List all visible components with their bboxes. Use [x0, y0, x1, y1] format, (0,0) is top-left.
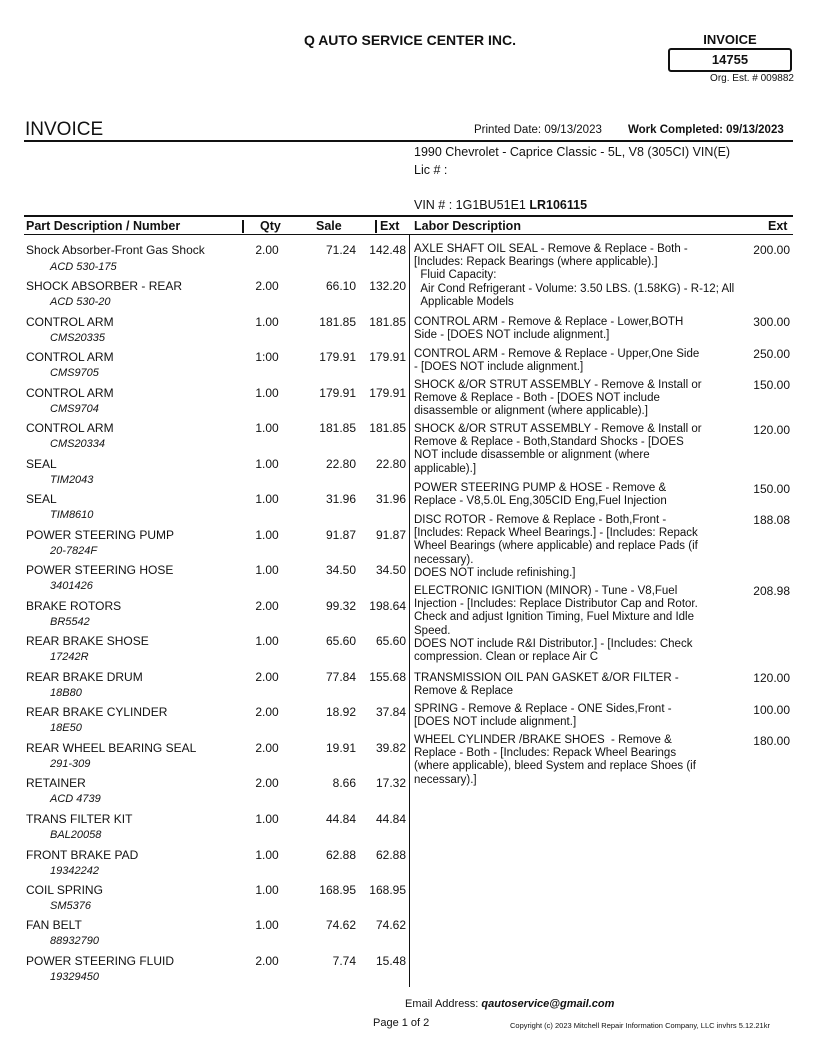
part-number: CMS20335	[50, 332, 106, 344]
labor-ext: 180.00	[753, 734, 790, 748]
part-name: SHOCK ABSORBER - REAR	[26, 279, 183, 293]
labor-description: POWER STEERING PUMP & HOSE - Remove & Replace - V8,5.0L Eng,305CID Eng,Fuel Injection	[414, 482, 667, 508]
part-number: CMS9704	[50, 403, 99, 415]
labor-description: SPRING - Remove & Replace - ONE Sides,Front - [DOES NOT include alignment.]	[414, 703, 672, 729]
part-sale: 181.85	[319, 315, 356, 329]
part-number: 17242R	[50, 651, 89, 663]
part-ext: 74.62	[375, 918, 406, 932]
part-sale: 71.24	[325, 243, 356, 257]
part-name: BRAKE ROTORS	[26, 599, 122, 613]
part-qty: 2.00	[255, 243, 279, 257]
part-ext: 142.48	[369, 243, 406, 257]
labor-description: CONTROL ARM - Remove & Replace - Lower,BOTH Side - [DOES NOT include alignment.]	[414, 316, 684, 342]
col-sale: Sale	[316, 219, 342, 233]
part-ext: 31.96	[375, 492, 406, 506]
vehicle-description: 1990 Chevrolet - Caprice Classic - 5L, V8 (305CI) VIN(E)	[414, 145, 731, 159]
part-qty: 1.00	[255, 421, 279, 435]
labor-ext: 120.00	[753, 423, 790, 437]
vin-label: VIN # : 1G1BU51E1	[414, 198, 530, 212]
divider	[24, 140, 793, 142]
part-ext: 17.32	[375, 776, 406, 790]
part-name: FAN BELT	[26, 918, 82, 932]
part-name: CONTROL ARM	[26, 315, 114, 329]
part-name: REAR BRAKE CYLINDER	[26, 705, 168, 719]
col-part-description: Part Description / Number	[26, 219, 181, 233]
invoice-label: INVOICE	[703, 32, 757, 47]
part-sale: 65.60	[325, 634, 356, 648]
part-ext: 65.60	[375, 634, 406, 648]
column-divider	[242, 220, 244, 233]
part-qty: 1.00	[255, 634, 279, 648]
email-label: Email Address:	[405, 998, 482, 1010]
part-number: ACD 4739	[50, 793, 101, 805]
col-ext: Ext	[380, 219, 400, 233]
labor-ext: 250.00	[753, 347, 790, 361]
labor-description: WHEEL CYLINDER /BRAKE SHOES - Remove & Replace - Both - [Includes: Repack Wheel Bearings (where applicable), bleed System and replace Shoes (if necessary).]	[414, 734, 696, 786]
part-ext: 22.80	[375, 457, 406, 471]
part-qty: 1.00	[255, 457, 279, 471]
part-qty: 1.00	[255, 848, 279, 862]
part-sale: 19.91	[325, 741, 356, 755]
part-number: CMS20334	[50, 438, 106, 450]
part-number: CMS9705	[50, 367, 99, 379]
part-name: TRANS FILTER KIT	[26, 812, 133, 826]
part-sale: 31.96	[325, 492, 356, 506]
part-sale: 179.91	[319, 350, 356, 364]
part-qty: 1.00	[255, 492, 279, 506]
part-sale: 18.92	[325, 705, 356, 719]
part-sale: 91.87	[325, 528, 356, 542]
column-divider	[375, 220, 377, 233]
part-number: ACD 530-175	[50, 261, 117, 273]
part-sale: 44.84	[325, 812, 356, 826]
part-qty: 1:00	[255, 350, 279, 364]
part-ext: 39.82	[375, 741, 406, 755]
labor-ext: 200.00	[753, 243, 790, 257]
part-sale: 99.32	[325, 599, 356, 613]
part-qty: 2.00	[255, 279, 279, 293]
part-name: FRONT BRAKE PAD	[26, 848, 139, 862]
part-ext: 155.68	[369, 670, 406, 684]
part-name: POWER STEERING HOSE	[26, 563, 174, 577]
part-sale: 179.91	[319, 386, 356, 400]
part-qty: 2.00	[255, 599, 279, 613]
part-qty: 2.00	[255, 954, 279, 968]
part-number: 18B80	[50, 687, 82, 699]
part-name: SEAL	[26, 492, 57, 506]
part-sale: 77.84	[325, 670, 356, 684]
part-name: REAR BRAKE DRUM	[26, 670, 143, 684]
labor-ext: 208.98	[753, 584, 790, 598]
invoice-number-box: 14755	[668, 48, 792, 72]
part-sale: 181.85	[319, 421, 356, 435]
part-sale: 34.50	[325, 563, 356, 577]
page-number: Page 1 of 2	[373, 1017, 430, 1029]
labor-description: TRANSMISSION OIL PAN GASKET &/OR FILTER - Remove & Replace	[414, 672, 679, 698]
labor-description: AXLE SHAFT OIL SEAL - Remove & Replace - Both - [Includes: Repack Bearings (where applicable).] Fluid Capacity: Air Cond Refrigerant - Volume: 3.50 LBS. (1.58KG) - R-12; All Applicable Models	[414, 243, 735, 308]
part-ext: 132.20	[369, 279, 406, 293]
part-ext: 198.64	[369, 599, 406, 613]
part-name: RETAINER	[26, 776, 86, 790]
part-qty: 2.00	[255, 705, 279, 719]
part-ext: 34.50	[375, 563, 406, 577]
vin-number	[414, 198, 587, 212]
part-name: CONTROL ARM	[26, 386, 114, 400]
part-ext: 37.84	[375, 705, 406, 719]
part-name: Shock Absorber-Front Gas Shock	[26, 243, 205, 257]
part-name: CONTROL ARM	[26, 350, 114, 364]
part-number: BAL20058	[50, 829, 102, 841]
email-value: qautoservice@gmail.com	[481, 998, 615, 1010]
part-number: TIM8610	[50, 509, 94, 521]
col-labor-ext: Ext	[768, 219, 788, 233]
part-name: REAR WHEEL BEARING SEAL	[26, 741, 197, 755]
part-number: 19342242	[50, 865, 99, 877]
part-number: SM5376	[50, 900, 91, 912]
part-ext: 181.85	[369, 421, 406, 435]
part-ext: 91.87	[375, 528, 406, 542]
part-sale: 62.88	[325, 848, 356, 862]
col-labor-description: Labor Description	[414, 219, 521, 233]
labor-description: DISC ROTOR - Remove & Replace - Both,Front - [Includes: Repack Wheel Bearings.] - [Includes: Repack Wheel Bearings (where applicable) and replace Pads (if necessary). DOES NOT include refinishing.]	[414, 514, 698, 579]
part-sale: 8.66	[332, 776, 356, 790]
part-qty: 1.00	[255, 386, 279, 400]
part-name: POWER STEERING FLUID	[26, 954, 175, 968]
part-qty: 1.00	[255, 563, 279, 577]
labor-description: SHOCK &/OR STRUT ASSEMBLY - Remove & Install or Remove & Replace - Both - [DOES NOT include disassemble or alignment (where applicable).]	[414, 379, 702, 418]
part-ext: 44.84	[375, 812, 406, 826]
labor-ext: 120.00	[753, 671, 790, 685]
part-sale: 66.10	[325, 279, 356, 293]
col-qty: Qty	[260, 219, 281, 233]
part-sale: 7.74	[332, 954, 356, 968]
part-sale: 168.95	[319, 883, 356, 897]
work-completed-date: Work Completed: 09/13/2023	[628, 124, 784, 136]
labor-ext: 100.00	[753, 703, 790, 717]
company-name: Q AUTO SERVICE CENTER INC.	[303, 32, 517, 48]
part-qty: 1.00	[255, 315, 279, 329]
email-address	[405, 998, 614, 1010]
org-est-number: Org. Est. # 009882	[710, 73, 794, 84]
printed-date: Printed Date: 09/13/2023	[474, 124, 602, 136]
part-ext: 181.85	[369, 315, 406, 329]
labor-ext: 150.00	[753, 378, 790, 392]
part-name: SEAL	[26, 457, 57, 471]
labor-description: CONTROL ARM - Remove & Replace - Upper,One Side - [DOES NOT include alignment.]	[414, 348, 700, 374]
license-number: Lic # :	[414, 163, 448, 177]
part-ext: 15.48	[375, 954, 406, 968]
part-number: TIM2043	[50, 474, 94, 486]
part-sale: 74.62	[325, 918, 356, 932]
part-qty: 1.00	[255, 528, 279, 542]
labor-ext: 300.00	[753, 315, 790, 329]
part-qty: 1.00	[255, 883, 279, 897]
part-number: 88932790	[50, 935, 99, 947]
vin-tail: LR106115	[529, 198, 588, 212]
part-name: COIL SPRING	[26, 883, 103, 897]
column-separator	[409, 235, 410, 987]
part-sale: 22.80	[325, 457, 356, 471]
part-number: ACD 530-20	[50, 296, 111, 308]
part-qty: 2.00	[255, 670, 279, 684]
part-name: REAR BRAKE SHOSE	[26, 634, 149, 648]
part-qty: 1.00	[255, 812, 279, 826]
labor-ext: 188.08	[753, 513, 790, 527]
labor-description: SHOCK &/OR STRUT ASSEMBLY - Remove & Install or Remove & Replace - Both,Standard Shocks - [DOES NOT include disassemble or alignment (where applicable).]	[414, 423, 702, 475]
part-name: CONTROL ARM	[26, 421, 114, 435]
part-number: BR5542	[50, 616, 90, 628]
part-number: 3401426	[50, 580, 93, 592]
part-qty: 1.00	[255, 918, 279, 932]
part-qty: 2.00	[255, 776, 279, 790]
labor-description: ELECTRONIC IGNITION (MINOR) - Tune - V8,Fuel Injection - [Includes: Replace Distributor Cap and Rotor. Check and adjust Ignition Timing, Fuel Mixture and Idle Speed. DOES NOT include R&I Distributor.] - [Includes: Check compression. Clean or replace Air C	[414, 585, 698, 664]
labor-ext: 150.00	[753, 482, 790, 496]
part-number: 20-7824F	[50, 545, 98, 557]
part-ext: 62.88	[375, 848, 406, 862]
part-ext: 179.91	[369, 350, 406, 364]
part-qty: 2.00	[255, 741, 279, 755]
part-name: POWER STEERING PUMP	[26, 528, 175, 542]
part-ext: 168.95	[369, 883, 406, 897]
copyright: Copyright (c) 2023 Mitchell Repair Information Company, LLC invhrs 5.12.21kr	[510, 1021, 770, 1030]
part-number: 291-309	[50, 758, 91, 770]
part-ext: 179.91	[369, 386, 406, 400]
part-number: 18E50	[50, 722, 82, 734]
divider	[24, 215, 793, 217]
page-title: INVOICE	[25, 119, 104, 140]
part-number: 19329450	[50, 971, 99, 983]
